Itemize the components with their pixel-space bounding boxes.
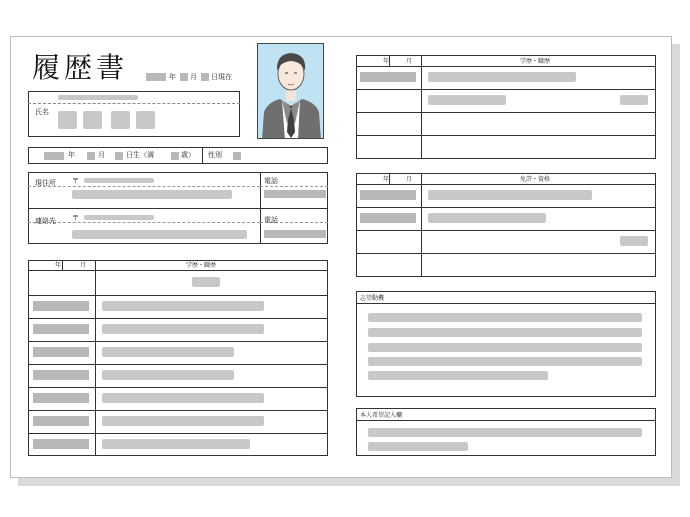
license-entry-placeholder bbox=[428, 190, 592, 200]
license-date-placeholder bbox=[360, 190, 416, 200]
license-table bbox=[356, 173, 656, 277]
license-year-month-divider bbox=[389, 173, 390, 184]
dob-age-placeholder bbox=[171, 152, 179, 160]
edu2-row-line bbox=[356, 135, 656, 136]
edu-col-divider bbox=[95, 260, 96, 456]
motivation-text-placeholder bbox=[368, 328, 642, 337]
date-year-label: 年 bbox=[169, 73, 176, 81]
phone-label: 電話 bbox=[264, 216, 278, 224]
edu2-entry-placeholder bbox=[428, 72, 576, 82]
edu-row-line bbox=[28, 364, 328, 365]
phone-placeholder bbox=[264, 230, 326, 238]
license-header-content: 免許・資格 bbox=[520, 176, 551, 183]
dob-age-label: 歳） bbox=[181, 151, 195, 159]
resume-title: 履歴書 bbox=[32, 51, 129, 84]
dob-month-label: 月 bbox=[98, 151, 105, 159]
name-char-placeholder bbox=[83, 111, 102, 129]
name-char-placeholder bbox=[136, 111, 155, 129]
education-continued-table bbox=[356, 55, 656, 159]
date-today-label: 日現在 bbox=[211, 73, 232, 81]
postal-mark: 〒 bbox=[72, 177, 79, 185]
license-date-placeholder bbox=[360, 213, 416, 223]
edu-entry-placeholder bbox=[102, 416, 264, 426]
gender-divider bbox=[202, 147, 203, 164]
edu-title-placeholder bbox=[192, 277, 220, 287]
license-col-divider bbox=[421, 173, 422, 277]
request-text-placeholder bbox=[368, 442, 468, 451]
edu-header-month: 月 bbox=[80, 262, 87, 269]
phone-placeholder bbox=[264, 190, 326, 198]
edu-date-placeholder bbox=[33, 439, 89, 449]
license-note-placeholder bbox=[620, 236, 648, 246]
license-entry-placeholder bbox=[428, 213, 546, 223]
edu2-header-content: 学歴・職歴 bbox=[520, 58, 551, 65]
edu2-row-line bbox=[356, 112, 656, 113]
license-header-year: 年 bbox=[383, 176, 390, 183]
edu-date-placeholder bbox=[33, 324, 89, 334]
motivation-text-placeholder bbox=[368, 371, 548, 380]
address-placeholder bbox=[72, 190, 232, 199]
license-header-month: 月 bbox=[406, 176, 413, 183]
date-year-placeholder bbox=[146, 73, 166, 81]
education-table bbox=[28, 260, 328, 456]
edu-entry-placeholder bbox=[102, 393, 264, 403]
motivation-label: 志望動機 bbox=[360, 295, 385, 302]
phone-label: 電話 bbox=[264, 177, 278, 185]
edu-entry-placeholder bbox=[102, 324, 264, 334]
name-char-placeholder bbox=[111, 111, 130, 129]
edu-header-line bbox=[28, 270, 328, 271]
edu-row-line bbox=[28, 433, 328, 434]
request-label: 本人希望記入欄 bbox=[360, 412, 403, 419]
edu2-col-divider bbox=[421, 55, 422, 159]
license-row-line bbox=[356, 230, 656, 231]
edu-date-placeholder bbox=[33, 416, 89, 426]
phone-divider bbox=[260, 172, 261, 244]
edu2-header-line bbox=[356, 66, 656, 67]
gender-label: 性別 bbox=[208, 151, 222, 159]
contact-label: 連絡先 bbox=[35, 217, 56, 225]
address-divider bbox=[28, 208, 328, 209]
edu2-row-line bbox=[356, 89, 656, 90]
edu-row-line bbox=[28, 341, 328, 342]
edu2-year-month-divider bbox=[389, 55, 390, 66]
edu-entry-placeholder bbox=[102, 370, 234, 380]
edu-header-year: 年 bbox=[55, 262, 62, 269]
edu-date-placeholder bbox=[33, 347, 89, 357]
phone-line bbox=[260, 186, 328, 187]
edu-row-line bbox=[28, 318, 328, 319]
gender-placeholder bbox=[233, 152, 241, 160]
edu2-entry-placeholder bbox=[428, 95, 506, 105]
dob-month-placeholder bbox=[87, 152, 95, 160]
contact-furigana-line bbox=[28, 222, 260, 223]
license-row-line bbox=[356, 207, 656, 208]
edu-entry-placeholder bbox=[102, 301, 264, 311]
motivation-text-placeholder bbox=[368, 313, 642, 322]
edu-entry-placeholder bbox=[102, 439, 250, 449]
motivation-text-placeholder bbox=[368, 357, 642, 366]
edu-date-placeholder bbox=[33, 370, 89, 380]
address-furigana-line bbox=[28, 186, 260, 187]
date-day-placeholder bbox=[201, 73, 209, 81]
edu-entry-placeholder bbox=[102, 347, 234, 357]
edu-date-placeholder bbox=[33, 301, 89, 311]
dob-day-placeholder bbox=[115, 152, 123, 160]
license-header-line bbox=[356, 184, 656, 185]
edu-row-line bbox=[28, 295, 328, 296]
motivation-header-line bbox=[356, 303, 656, 304]
postal-code-placeholder bbox=[84, 178, 154, 183]
name-label: 氏名 bbox=[35, 108, 49, 116]
dob-day-label: 日生（満 bbox=[126, 151, 154, 159]
request-text-placeholder bbox=[368, 428, 642, 437]
date-month-placeholder bbox=[180, 73, 188, 81]
edu-date-placeholder bbox=[33, 393, 89, 403]
dob-year-placeholder bbox=[44, 152, 64, 160]
edu-header-content: 学歴・職歴 bbox=[186, 262, 217, 269]
furigana-divider bbox=[28, 103, 240, 104]
date-month-label: 月 bbox=[190, 73, 197, 81]
request-header-line bbox=[356, 420, 656, 421]
dob-year-label: 年 bbox=[68, 151, 75, 159]
edu2-note-placeholder bbox=[620, 95, 648, 105]
license-row-line bbox=[356, 253, 656, 254]
furigana-placeholder bbox=[58, 95, 138, 100]
edu-row-line bbox=[28, 410, 328, 411]
postal-mark: 〒 bbox=[72, 214, 79, 222]
edu2-date-placeholder bbox=[360, 72, 416, 82]
edu-row-line bbox=[28, 387, 328, 388]
postal-code-placeholder bbox=[84, 215, 154, 220]
contact-address-placeholder bbox=[72, 230, 247, 239]
name-char-placeholder bbox=[58, 111, 77, 129]
edu2-header-month: 月 bbox=[406, 58, 413, 65]
edu-year-month-divider bbox=[62, 260, 63, 270]
edu2-header-year: 年 bbox=[383, 58, 390, 65]
portrait-photo-icon bbox=[257, 43, 324, 139]
motivation-text-placeholder bbox=[368, 343, 642, 352]
address-label: 現住所 bbox=[35, 179, 56, 187]
